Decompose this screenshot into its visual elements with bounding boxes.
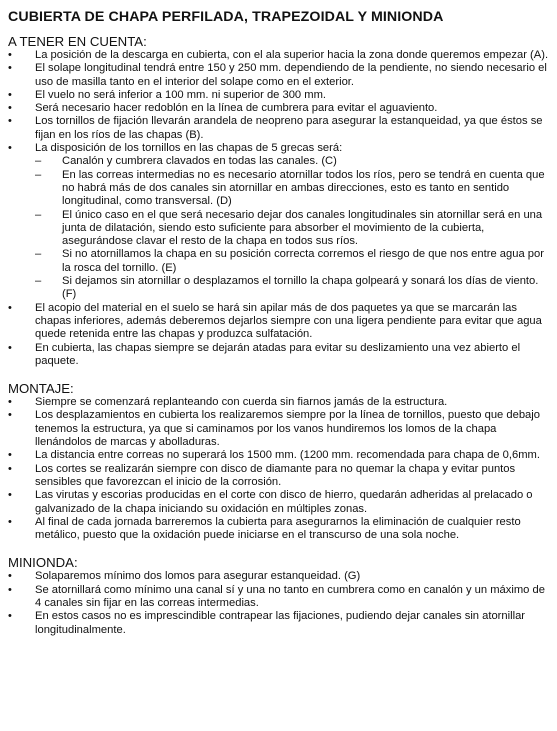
list-item-text: La disposición de los tornillos en las chapas de 5 grecas será: (35, 142, 343, 155)
list-item: • Los cortes se realizarán siempre con disco de diamante para no quemar la chapa y evitar puntos sensibles que favorezcan el inicio de la corrosión. (8, 463, 551, 490)
section-a-tener-en-cuenta (8, 34, 551, 368)
section-heading: A TENER EN CUENTA: (8, 34, 147, 49)
dash-sublist (35, 155, 551, 301)
list-item: • Al final de cada jornada barreremos la cubierta para asegurarnos la eliminación de cualquier resto metálico, puesto que la oxidación puede iniciarse en el transcurso de una sola noche. (8, 516, 551, 543)
list-item: • Las virutas y escorias producidas en el corte con disco de hierro, quedarán adheridas al prelacado o galvanizado de la chapa iniciando su oxidación en múltiples zonas. (8, 489, 551, 516)
list-item: • Será necesario hacer redoblón en la línea de cumbrera para evitar el aguaviento. (8, 102, 551, 115)
sublist-item: – Canalón y cumbrera clavados en todas las canales. (C) (35, 155, 551, 168)
section-montaje (8, 381, 551, 542)
bullet-list (8, 396, 551, 542)
list-item: • Siempre se comenzará replanteando con cuerda sin fiarnos jamás de la estructura. (8, 396, 551, 409)
list-item: • En estos casos no es imprescindible contrapear las fijaciones, pudiendo dejar canales sin atornillar longitudinalmente. (8, 610, 551, 637)
sublist-item: – Si dejamos sin atornillar o desplazamos el tornillo la chapa golpeará y sonará los días de viento. (F) (35, 275, 551, 302)
list-item-with-sublist (8, 142, 551, 302)
list-item: • La distancia entre correas no superará los 1500 mm. (1200 mm. recomendada para chapa de 0,6mm. (8, 449, 551, 462)
list-item: • El acopio del material en el suelo se hará sin apilar más de dos paquetes ya que se marcarán las chapas inferiores, además deberemos dejarlos siempre con una ligera pendiente para evitar que agua quede retenida entre las chapas y produzca sulfatación. (8, 302, 551, 342)
list-item: • El solape longitudinal tendrá entre 150 y 250 mm. dependiendo de la pendiente, no siendo necesario el uso de masilla tanto en el interior del solape como en el exterior. (8, 62, 551, 89)
sublist-item: – El único caso en el que será necesario dejar dos canales longitudinales sin atornillar será en una junta de dilatación, siendo esto suficiente para absorber el movimiento de la cubierta, asegurándose clavar el resto de la chapa en todos sus ríos. (35, 209, 551, 249)
bullet-list (8, 570, 551, 636)
list-item: • En cubierta, las chapas siempre se dejarán atadas para evitar su deslizamiento una vez abierto el paquete. (8, 342, 551, 369)
section-heading: MONTAJE: (8, 381, 74, 397)
section-spacer (8, 542, 551, 555)
list-item: • Se atornillará como mínimo una canal sí y una no tanto en cumbrera como en canalón y un máximo de 4 canales sin fijar en las correas intermedias. (8, 584, 551, 611)
section-minionda (8, 555, 551, 636)
section-spacer (8, 368, 551, 381)
sublist-item: – Si no atornillamos la chapa en su posición correcta corremos el riesgo de que nos entre agua por la rosca del tornillo. (E) (35, 248, 551, 275)
list-item: • Los tornillos de fijación llevarán arandela de neopreno para asegurar la estanqueidad, ya que éstos se fijan en los ríos de las chapas (B). (8, 115, 551, 142)
document-title: CUBIERTA DE CHAPA PERFILADA, TRAPEZOIDAL Y MINIONDA (8, 9, 444, 25)
list-item: • Los desplazamientos en cubierta los realizaremos siempre por la línea de tornillos, puesto que debajo tenemos la estructura, ya que si caminamos por los vanos hundiremos los lomos de la chapa llenándolos de marcas y abolladuras. (8, 409, 551, 449)
list-item: • Solaparemos mínimo dos lomos para asegurar estanqueidad. (G) (8, 570, 551, 583)
bullet-list (8, 49, 551, 368)
list-item: • El vuelo no será inferior a 100 mm. ni superior de 300 mm. (8, 89, 551, 102)
list-item: • La posición de la descarga en cubierta, con el ala superior hacia la zona donde queremos empezar (A). (8, 49, 551, 62)
sublist-item: – En las correas intermedias no es necesario atornillar todos los ríos, pero se tendrá en cuenta que no habrá más de dos canales sin atornillar en ambas direcciones, esto es tanto en sentido longitudinal, como transversal. (D) (35, 169, 551, 209)
section-heading: MINIONDA: (8, 555, 78, 571)
